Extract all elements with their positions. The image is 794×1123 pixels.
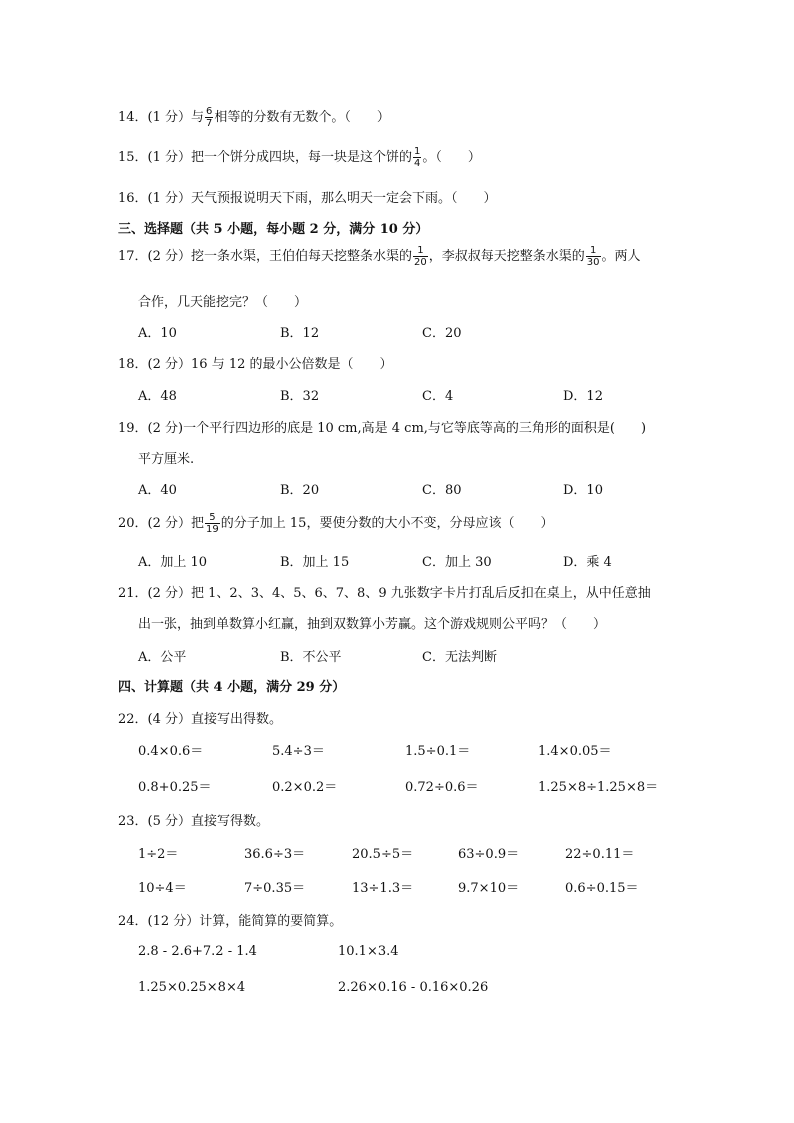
question-21-line2: 出一张，抽到单数算小红赢，抽到双数算小芳赢。这个游戏规则公平吗？（ ） bbox=[138, 617, 607, 632]
q17-option-a[interactable]: A．10 bbox=[138, 326, 177, 341]
question-19: 19．(2 分)一个平行四边形的底是 10 cm,高是 4 cm,与它等底等高的三角形的面积是( ) bbox=[118, 421, 647, 436]
q24-expr: 1.25×0.25×8×4 bbox=[138, 980, 246, 995]
q14-suffix: 相等的分数有无数个。（ ） bbox=[214, 110, 390, 125]
q23-expr: 22÷0.11＝ bbox=[565, 847, 635, 862]
q19-option-d[interactable]: D．10 bbox=[563, 483, 603, 498]
q19-option-c[interactable]: C．80 bbox=[422, 483, 462, 498]
fraction-1-30 bbox=[586, 245, 601, 268]
q22-expr: 0.4×0.6＝ bbox=[138, 744, 204, 759]
fraction-denominator: 19 bbox=[206, 524, 219, 535]
question-20 bbox=[118, 512, 553, 535]
q19-option-b[interactable]: B．20 bbox=[280, 483, 320, 498]
q23-expr: 13÷1.3＝ bbox=[352, 881, 414, 896]
question-21: 21．(2 分）把 1、2、3、4、5、6、7、8、9 九张数字卡片打乱后反扣在桌上，从中任意抽 bbox=[118, 586, 651, 601]
q23-expr: 63÷0.9＝ bbox=[458, 847, 520, 862]
fraction-denominator: 4 bbox=[414, 158, 421, 169]
question-18: 18．(2 分）16 与 12 的最小公倍数是（ ） bbox=[118, 357, 393, 372]
question-17 bbox=[118, 245, 641, 268]
q23-expr: 0.6÷0.15＝ bbox=[565, 881, 639, 896]
q20-option-b[interactable]: B．加上 15 bbox=[280, 555, 350, 570]
q17-option-b[interactable]: B．12 bbox=[280, 326, 320, 341]
q17-middle: ，李叔叔每天挖整条水渠的 bbox=[428, 249, 585, 264]
fraction-1-20 bbox=[413, 245, 428, 268]
q21-option-b[interactable]: B．不公平 bbox=[280, 650, 342, 665]
fraction-denominator: 30 bbox=[586, 257, 600, 268]
question-19-line2: 平方厘米. bbox=[138, 452, 195, 467]
q22-expr: 1.4×0.05＝ bbox=[538, 744, 612, 759]
fraction-numerator: 1 bbox=[413, 245, 428, 257]
q22-expr: 5.4÷3＝ bbox=[272, 744, 325, 759]
q20-prefix: 20．(2 分）把 bbox=[118, 516, 205, 531]
q22-expr: 0.2×0.2＝ bbox=[272, 780, 338, 795]
fraction-1-4 bbox=[413, 146, 421, 169]
question-15 bbox=[118, 146, 481, 169]
q20-suffix: 的分子加上 15，要使分数的大小不变，分母应该（ ） bbox=[220, 516, 554, 531]
q23-expr: 7÷0.35＝ bbox=[244, 881, 306, 896]
q20-option-c[interactable]: C．加上 30 bbox=[422, 555, 492, 570]
question-16: 16．(1 分）天气预报说明天下雨，那么明天一定会下雨。（ ） bbox=[118, 191, 497, 206]
q24-expr: 2.8 - 2.6+7.2 - 1.4 bbox=[138, 944, 257, 959]
fraction-5-19 bbox=[205, 512, 220, 535]
fraction-numerator: 1 bbox=[414, 146, 421, 157]
q23-expr: 20.5÷5＝ bbox=[352, 847, 414, 862]
q23-expr: 1÷2＝ bbox=[138, 847, 179, 862]
fraction-numerator: 6 bbox=[206, 106, 213, 117]
question-17-line2: 合作，几天能挖完？（ ） bbox=[138, 295, 308, 310]
q22-expr: 0.8+0.25＝ bbox=[138, 780, 212, 795]
question-23: 23．(5 分）直接写得数。 bbox=[118, 814, 270, 829]
q21-option-c[interactable]: C．无法判断 bbox=[422, 650, 497, 665]
q23-expr: 36.6÷3＝ bbox=[244, 847, 306, 862]
q23-expr: 10÷4＝ bbox=[138, 881, 187, 896]
q20-option-d[interactable]: D．乘 4 bbox=[563, 555, 612, 570]
fraction-numerator: 1 bbox=[586, 245, 601, 257]
question-14 bbox=[118, 106, 390, 129]
q22-expr: 1.25×8÷1.25×8＝ bbox=[538, 780, 659, 795]
q22-expr: 1.5÷0.1＝ bbox=[405, 744, 471, 759]
q22-expr: 0.72÷0.6＝ bbox=[405, 780, 479, 795]
fraction-numerator: 5 bbox=[205, 512, 220, 524]
q18-option-d[interactable]: D．12 bbox=[563, 389, 603, 404]
q18-option-b[interactable]: B．32 bbox=[280, 389, 320, 404]
q21-option-a[interactable]: A．公平 bbox=[138, 650, 187, 665]
q18-option-c[interactable]: C．4 bbox=[422, 389, 454, 404]
q23-expr: 9.7×10＝ bbox=[458, 881, 520, 896]
fraction-denominator: 20 bbox=[414, 257, 427, 268]
q17-suffix: 。两人 bbox=[601, 249, 641, 264]
q24-expr: 2.26×0.16 - 0.16×0.26 bbox=[338, 980, 489, 995]
q14-prefix: 14．(1 分）与 bbox=[118, 110, 205, 125]
section-4-heading: 四、计算题（共 4 小题，满分 29 分） bbox=[118, 680, 346, 695]
question-24: 24．(12 分）计算，能简算的要简算。 bbox=[118, 914, 343, 929]
q15-suffix: 。（ ） bbox=[422, 150, 481, 165]
fraction-6-7 bbox=[205, 106, 213, 129]
q19-option-a[interactable]: A．40 bbox=[138, 483, 177, 498]
q17-prefix: 17．(2 分）挖一条水渠，王伯伯每天挖整条水渠的 bbox=[118, 249, 413, 264]
q17-option-c[interactable]: C．20 bbox=[422, 326, 462, 341]
q15-prefix: 15．(1 分）把一个饼分成四块，每一块是这个饼的 bbox=[118, 150, 413, 165]
q20-option-a[interactable]: A．加上 10 bbox=[138, 555, 208, 570]
q18-option-a[interactable]: A．48 bbox=[138, 389, 177, 404]
q24-expr: 10.1×3.4 bbox=[338, 944, 399, 959]
question-22: 22．(4 分）直接写出得数。 bbox=[118, 712, 283, 727]
fraction-denominator: 7 bbox=[206, 118, 213, 129]
section-3-heading: 三、选择题（共 5 小题，每小题 2 分，满分 10 分） bbox=[118, 222, 429, 237]
